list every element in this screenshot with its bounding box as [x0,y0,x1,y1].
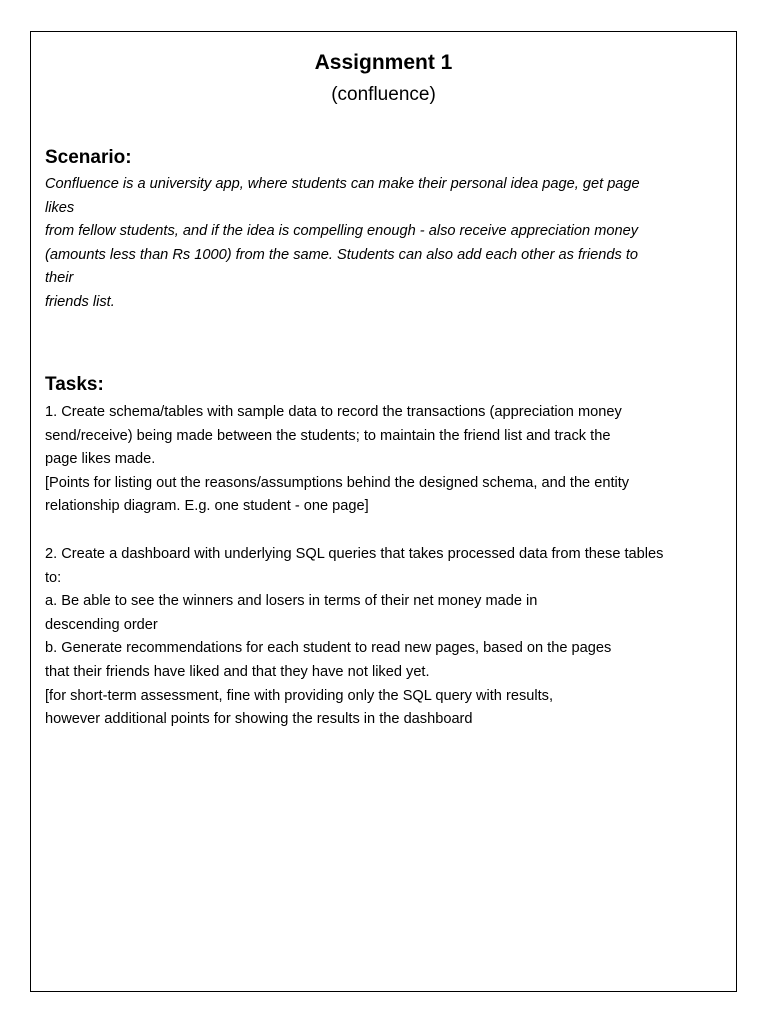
task-line: however additional points for showing the results in the dashboard [45,711,473,728]
task-line: [Points for listing out the reasons/assumptions behind the designed schema, and the entity [45,474,630,491]
scenario-line: (amounts less than Rs 1000) from the same. Students can also add each other as friends to [45,246,638,263]
task-line: to: [45,569,62,586]
task-line: descending order [45,616,158,633]
task-line: 2. Create a dashboard with underlying SQL queries that takes processed data from these tables [45,546,664,562]
scenario-text [45,173,725,315]
scenario-line: from fellow students, and if the idea is compelling enough - also receive appreciation money [45,223,638,240]
scenario-line: their [45,270,74,287]
scenario-line: likes [45,199,75,216]
task-line: page likes made. [45,451,156,468]
document-subtitle: (confluence) [331,84,436,105]
task-line: a. Be able to see the winners and losers in terms of their net money made in [45,593,538,610]
task-line: 1. Create schema/tables with sample data to record the transactions (appreciation money [45,404,622,420]
task-2-text [45,543,725,732]
scenario-heading: Scenario: [45,147,132,168]
task-line: send/receive) being made between the students; to maintain the friend list and track the [45,427,611,444]
document-title: Assignment 1 [314,51,453,74]
tasks-heading: Tasks: [45,374,104,395]
task-line: that their friends have liked and that they have not liked yet. [45,663,430,680]
task-1-text [45,401,725,519]
task-line: relationship diagram. E.g. one student - one page] [45,498,369,515]
task-line: b. Generate recommendations for each student to read new pages, based on the pages [45,640,612,657]
document-page [30,31,737,992]
scenario-line: Confluence is a university app, where students can make their personal idea page, get page [45,176,640,192]
scenario-line: friends list. [45,293,115,310]
task-line: [for short-term assessment, fine with providing only the SQL query with results, [45,687,554,704]
